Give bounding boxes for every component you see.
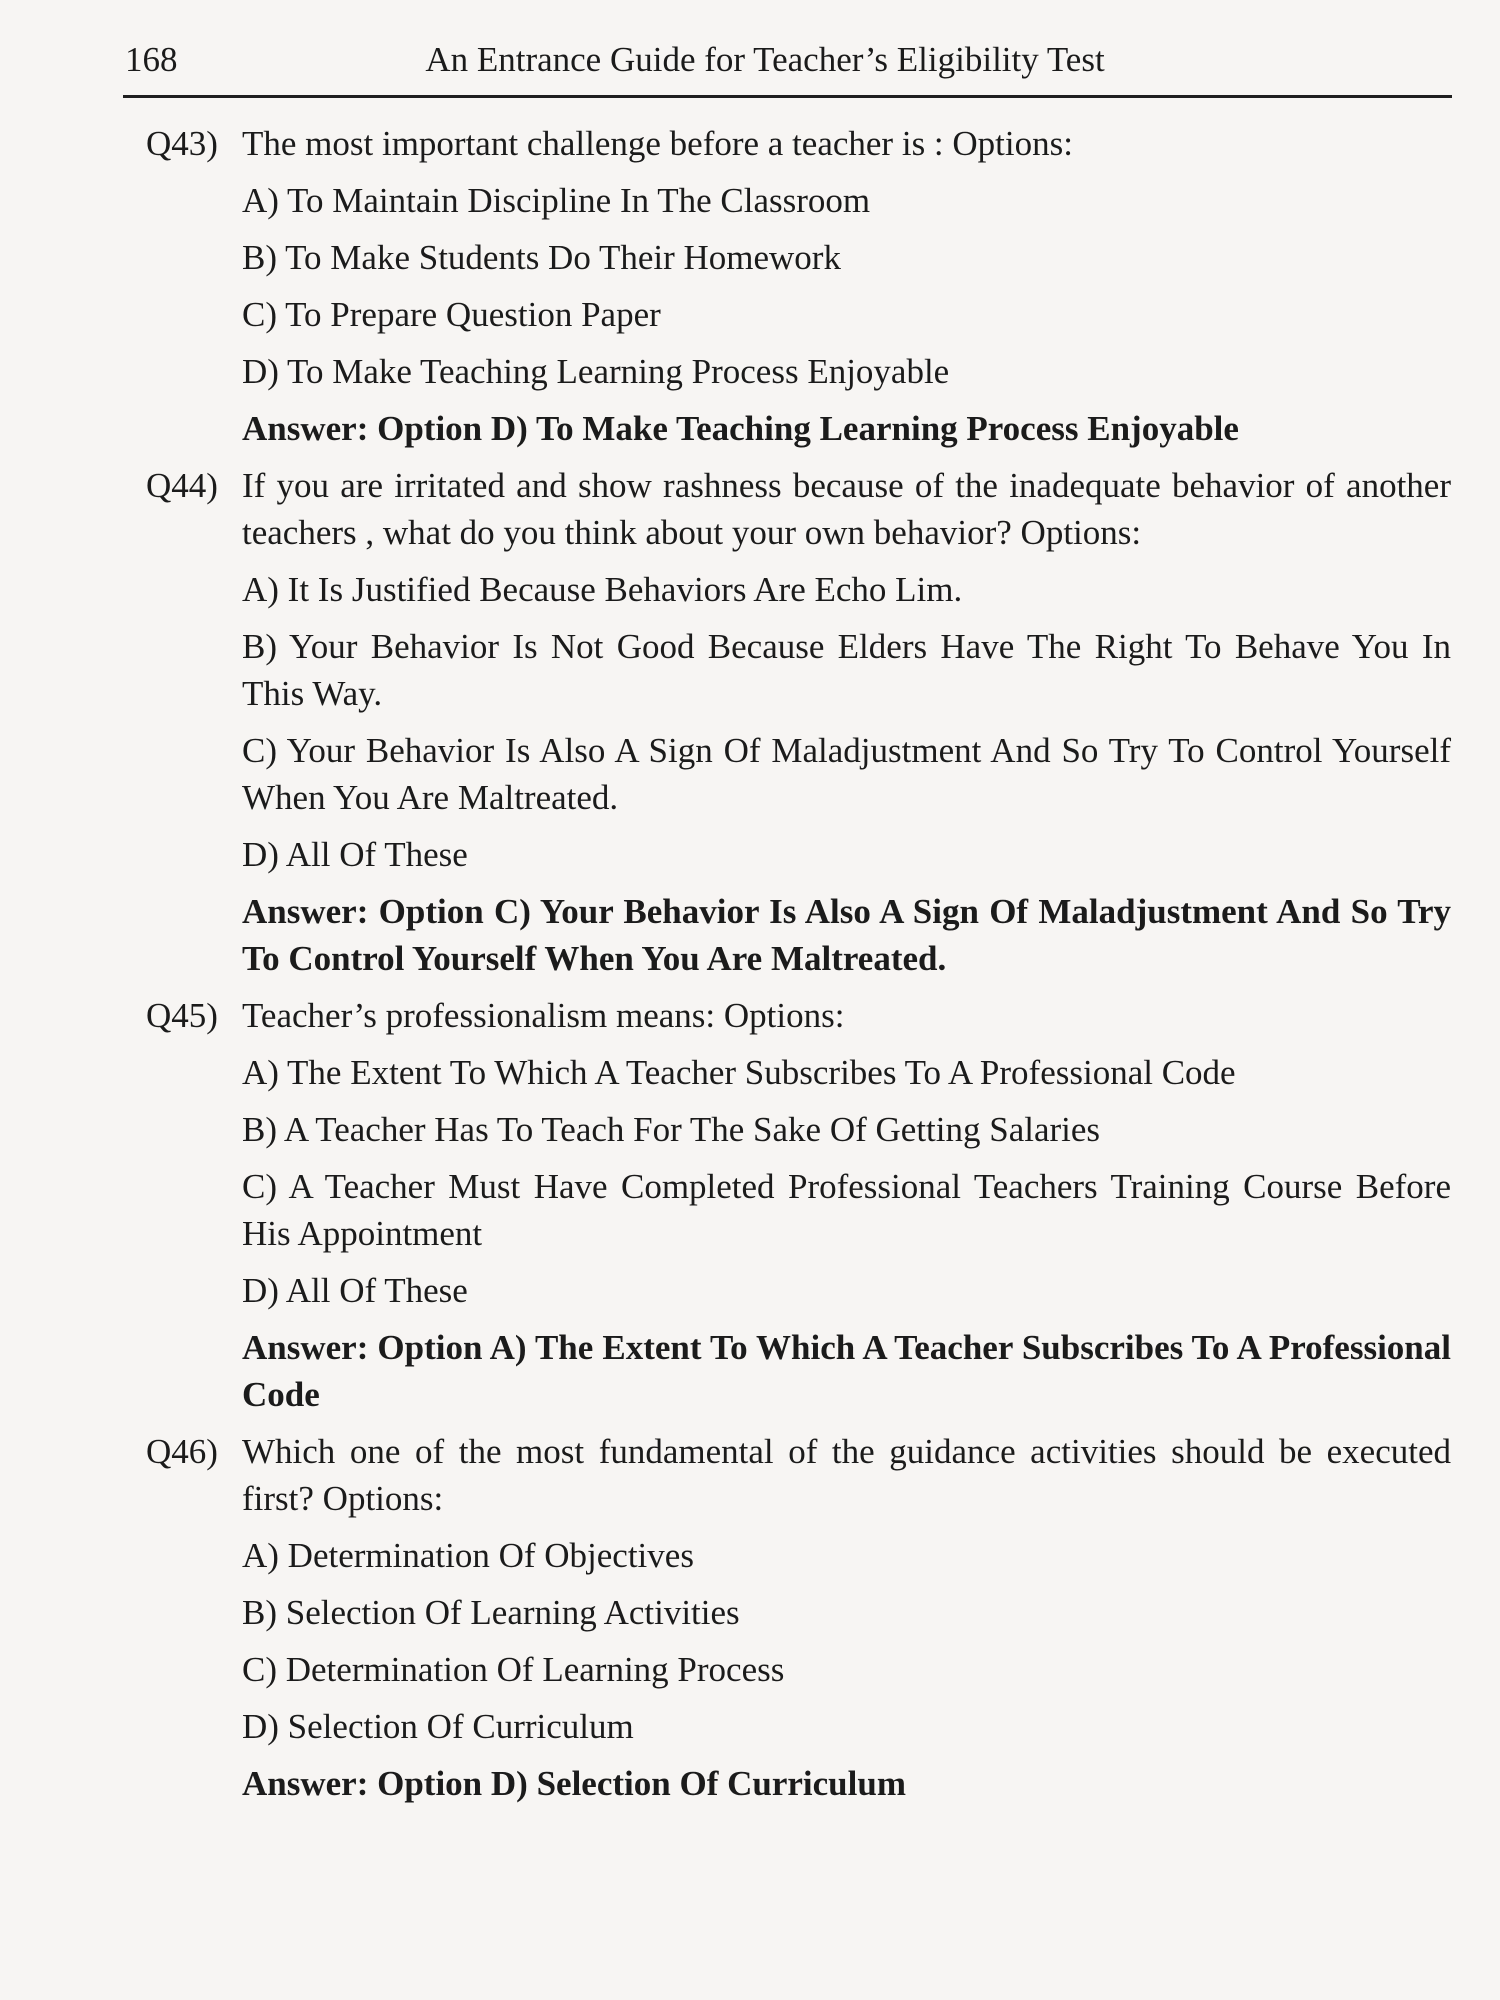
option-c: C) To Prepare Question Paper <box>242 295 661 334</box>
question-list <box>146 120 1451 1817</box>
option-d: D) All Of These <box>242 835 468 874</box>
option-d: D) Selection Of Curriculum <box>242 1707 634 1746</box>
question-text: If you are irritated and show rashness because of the inadequate behavior of another teachers , what do you think about your own behavior? Options: <box>242 466 1451 552</box>
question-text: The most important challenge before a teacher is : Options: <box>242 124 1073 163</box>
option-a: A) To Maintain Discipline In The Classroom <box>242 181 871 220</box>
answer-text: Answer: Option D) To Make Teaching Learning Process Enjoyable <box>242 409 1239 448</box>
question-body <box>242 462 1451 982</box>
option-c: C) Your Behavior Is Also A Sign Of Maladjustment And So Try To Control Yourself When You Are Maltreated. <box>242 731 1451 817</box>
option-a: A) The Extent To Which A Teacher Subscribes To A Professional Code <box>242 1053 1236 1092</box>
page-number: 168 <box>125 40 178 79</box>
option-b: B) To Make Students Do Their Homework <box>242 238 841 277</box>
answer-text: Answer: Option A) The Extent To Which A Teacher Subscribes To A Professional Code <box>242 1328 1451 1414</box>
question-number: Q46) <box>146 1432 218 1471</box>
question-text: Which one of the most fundamental of the guidance activities should be executed first? Options: <box>242 1432 1451 1518</box>
question-number: Q43) <box>146 124 218 163</box>
question-number: Q45) <box>146 996 218 1035</box>
question-body <box>242 120 1451 452</box>
option-b: B) A Teacher Has To Teach For The Sake Of Getting Salaries <box>242 1110 1101 1149</box>
question-body <box>242 1428 1451 1807</box>
question-45 <box>146 992 1451 1418</box>
question-number: Q44) <box>146 466 218 505</box>
option-c: C) Determination Of Learning Process <box>242 1650 785 1689</box>
page-header <box>125 34 1450 86</box>
option-c: C) A Teacher Must Have Completed Professional Teachers Training Course Before His Appointment <box>242 1167 1451 1253</box>
running-title: An Entrance Guide for Teacher’s Eligibility Test <box>425 40 1105 79</box>
answer-text: Answer: Option C) Your Behavior Is Also A Sign Of Maladjustment And So Try To Control Yourself When You Are Maltreated. <box>242 892 1451 978</box>
question-46 <box>146 1428 1451 1807</box>
option-d: D) All Of These <box>242 1271 468 1310</box>
option-b: B) Selection Of Learning Activities <box>242 1593 740 1632</box>
question-44 <box>146 462 1451 982</box>
question-text: Teacher’s professionalism means: Options: <box>242 996 845 1035</box>
header-divider <box>123 95 1452 98</box>
question-43 <box>146 120 1451 452</box>
question-body <box>242 992 1451 1418</box>
option-d: D) To Make Teaching Learning Process Enjoyable <box>242 352 950 391</box>
option-a: A) It Is Justified Because Behaviors Are Echo Lim. <box>242 570 963 609</box>
option-b: B) Your Behavior Is Not Good Because Elders Have The Right To Behave You In This Way. <box>242 627 1451 713</box>
answer-text: Answer: Option D) Selection Of Curriculum <box>242 1764 906 1803</box>
option-a: A) Determination Of Objectives <box>242 1536 694 1575</box>
